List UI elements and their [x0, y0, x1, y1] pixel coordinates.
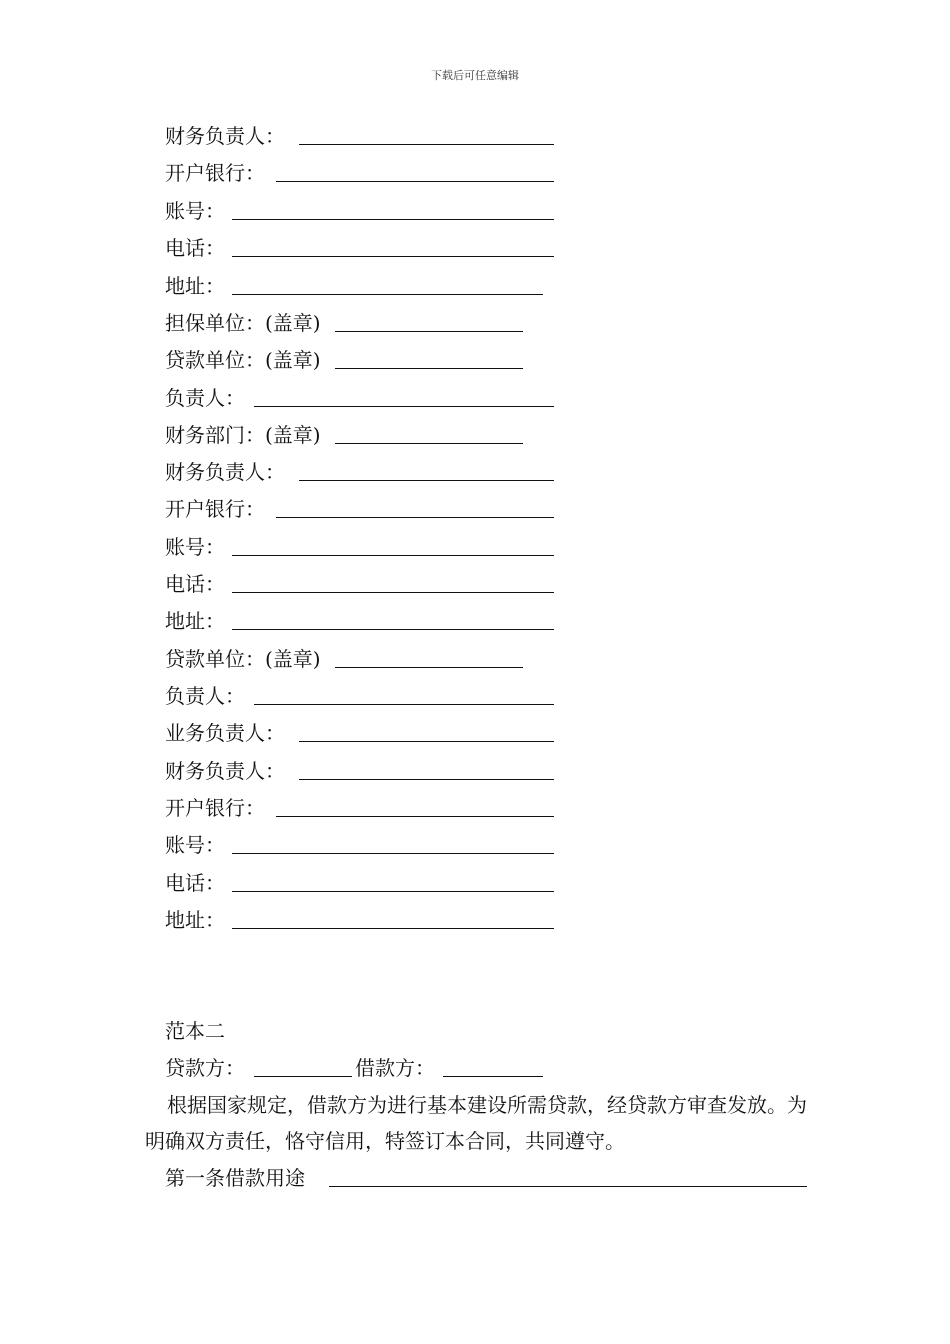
parties-line — [165, 1055, 245, 1081]
field-guarantor-seal: 担保单位：(盖章) — [165, 311, 321, 335]
field-address: 地址： — [165, 908, 225, 932]
page-header-note: 下载后可任意编辑 — [431, 69, 519, 82]
blank-line — [232, 555, 554, 556]
field-responsible-person: 负责人： — [165, 684, 245, 708]
lender-blank — [254, 1076, 352, 1077]
field-finance-manager: 财务负责人： — [165, 460, 285, 484]
blank-line — [276, 517, 554, 518]
field-bank: 开户银行： — [165, 497, 265, 521]
field-account: 账号： — [165, 199, 225, 223]
field-account: 账号： — [165, 833, 225, 857]
blank-line — [299, 779, 554, 780]
field-account: 账号： — [165, 535, 225, 559]
field-address: 地址： — [165, 609, 225, 633]
field-bank: 开户银行： — [165, 161, 265, 185]
field-phone: 电话： — [165, 871, 225, 895]
field-finance-dept-seal: 财务部门：(盖章) — [165, 423, 321, 447]
blank-line — [299, 144, 554, 145]
section-title: 范本二 — [165, 1019, 225, 1043]
blank-line — [335, 443, 523, 444]
field-finance-manager: 财务负责人： — [165, 759, 285, 783]
blank-line — [276, 181, 554, 182]
field-lender-seal: 贷款单位：(盖章) — [165, 647, 321, 671]
field-bank: 开户银行： — [165, 796, 265, 820]
blank-line — [335, 331, 523, 332]
blank-line — [254, 406, 554, 407]
field-lender-seal: 贷款单位：(盖章) — [165, 348, 321, 372]
blank-line — [232, 592, 554, 593]
blank-line — [232, 219, 554, 220]
blank-line — [232, 891, 554, 892]
blank-line — [232, 256, 554, 257]
field-phone: 电话： — [165, 236, 225, 260]
field-address: 地址： — [165, 274, 225, 298]
field-responsible-person: 负责人： — [165, 386, 245, 410]
field-business-manager: 业务负责人： — [165, 721, 285, 745]
blank-line — [335, 667, 523, 668]
blank-line — [299, 741, 554, 742]
blank-line — [299, 480, 554, 481]
blank-line — [276, 816, 554, 817]
article-1: 第一条借款用途 — [165, 1166, 305, 1190]
blank-line — [232, 928, 554, 929]
blank-line — [232, 853, 554, 854]
blank-line — [335, 368, 523, 369]
lender-label: 贷款方： — [165, 1056, 245, 1080]
article-1-blank — [329, 1186, 807, 1187]
blank-line — [254, 704, 554, 705]
intro-paragraph: 根据国家规定，借款方为进行基本建设所需贷款，经贷款方审查发放。为明确双方责任，恪守信用，特签订本合同，共同遵守。 — [145, 1093, 807, 1153]
field-finance-manager: 财务负责人： — [165, 124, 285, 148]
blank-line — [232, 294, 543, 295]
borrower-blank — [443, 1076, 543, 1077]
borrower-field — [355, 1055, 435, 1081]
field-phone: 电话： — [165, 572, 225, 596]
borrower-label: 借款方： — [355, 1056, 435, 1080]
blank-line — [232, 629, 554, 630]
